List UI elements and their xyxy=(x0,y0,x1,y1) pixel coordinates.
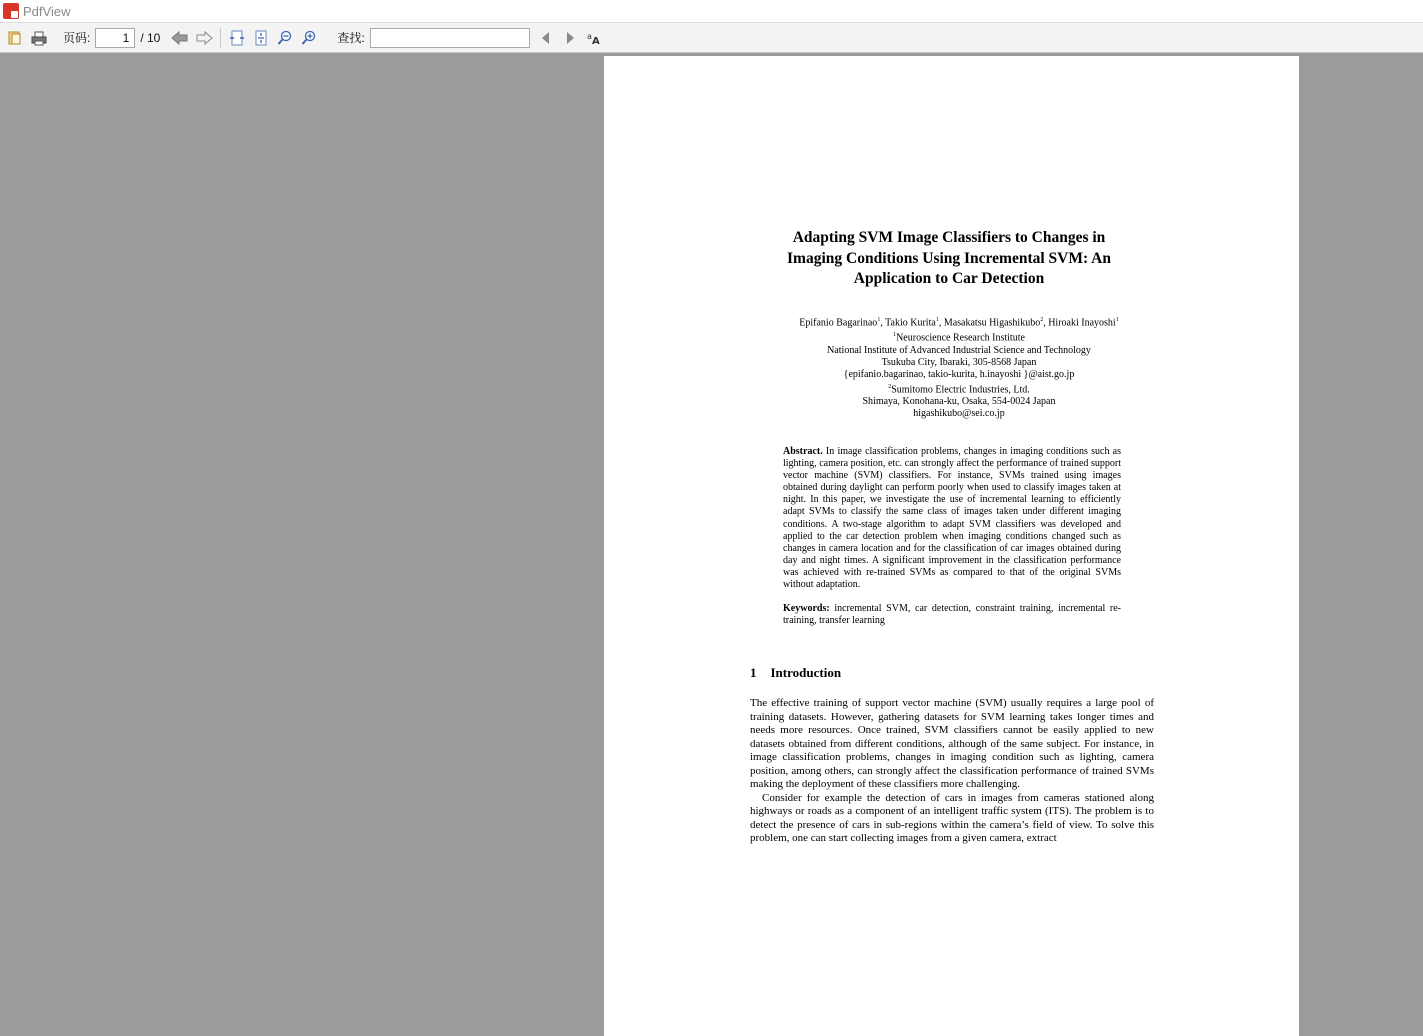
paragraph: Consider for example the detection of cars in images from cameras stationed along highways or roads as a component of an intelligent traffic system (ITS). The problem is to detect the presence of cars in sub-regions within the camera’s field of view. To solve this problem, one can start collecting images from a given camera, extract xyxy=(750,791,1154,844)
paragraph: The effective training of support vector machine (SVM) usually requires a large pool of training datasets. However, gathering datasets for SVM learning takes longer times and needs more resources. Once trained, SVM classifiers cannot be easily applied to new datasets obtained from different conditions, although of the same subject. For instance, in image classification problems, changes in imaging condition such as lighting, camera position, among others, can strongly affect the classification performance of trained SVMs making the deployment of these classifiers more challenging. xyxy=(750,697,1154,790)
window-title: PdfView xyxy=(23,3,71,19)
body-text xyxy=(750,697,1154,846)
pdf-app-icon xyxy=(3,3,19,19)
affiliation: Tsukuba City, Ibaraki, 305-8568 Japan xyxy=(881,356,1037,368)
affiliation: $^2$Sumitomo Electric Industries, Ltd. xyxy=(888,383,1030,395)
paper-title xyxy=(774,228,1124,290)
page-number-input[interactable] xyxy=(95,28,135,48)
abstract-text: In image classification problems, changes in imaging conditions such as lighting, camera position, etc. can strongly affect the performance of trained support vector machine (SVM) classifiers. For instance, SVMs trained using images obtained during daylight can perform poorly when used to classify images taken at night. In this paper, we investigate the use of incremental learning to efficiently adapt SVMs to classify the same class of images taken under different imaging conditions. A two-stage algorithm to adapt SVM classifiers was developed and applied to the car detection problem when imaging conditions changed such as changes in camera location and for the classification of car images obtained during day and night times. A significant improvement in the classification performance was achieved with re-trained SVMs as compared to that of the original SVMs without adaptation. xyxy=(783,446,1121,591)
email: {epifanio.bagarinao, takio-kurita, h.inayoshi }@aist.go.jp xyxy=(843,368,1075,380)
toolbar xyxy=(0,23,1423,53)
arrow-right-icon[interactable] xyxy=(194,28,214,48)
match-case-icon[interactable] xyxy=(584,28,604,48)
title-bar xyxy=(0,0,1423,23)
zoom-in-icon[interactable] xyxy=(299,28,319,48)
pdf-page xyxy=(604,56,1299,1036)
triangle-right-icon[interactable] xyxy=(560,28,580,48)
keywords xyxy=(783,603,1121,627)
affiliation: $^1$Neuroscience Research Institute xyxy=(893,332,1025,344)
title-line: Application to Car Detection xyxy=(853,270,1045,287)
keywords-label: Keywords: xyxy=(783,603,830,614)
section-heading: 1 Introduction xyxy=(750,665,842,680)
triangle-left-icon[interactable] xyxy=(536,28,556,48)
author-line: Epifanio Bagarinao$^1$, Takio Kurita$^1$, Masakatsu Higashikubo$^2$, Hiroaki Inayoshi$^1$ xyxy=(799,317,1119,329)
zoom-out-icon[interactable] xyxy=(275,28,295,48)
find-label: 查找: xyxy=(337,31,365,45)
svg-text:A: A xyxy=(591,35,600,46)
abstract xyxy=(783,446,1121,591)
arrow-left-icon[interactable] xyxy=(170,28,190,48)
fit-page-icon[interactable] xyxy=(251,28,271,48)
page-total: / 10 xyxy=(140,30,161,45)
print-icon[interactable] xyxy=(29,28,49,48)
keywords-text: incremental SVM, car detection, constraint training, incremental re-training, transfer learning xyxy=(783,603,1121,627)
author-block xyxy=(724,314,1194,420)
svg-text:a: a xyxy=(586,31,592,41)
title-line: Imaging Conditions Using Incremental SVM: An xyxy=(787,249,1111,267)
find-input[interactable] xyxy=(370,28,530,48)
title-line: Adapting SVM Image Classifiers to Changes in xyxy=(792,229,1106,246)
email: higashikubo@sei.co.jp xyxy=(913,407,1005,419)
open-file-icon[interactable] xyxy=(5,28,25,48)
page-label: 页码: xyxy=(63,31,91,45)
affiliation: National Institute of Advanced Industrial Science and Technology xyxy=(827,344,1091,356)
abstract-label: Abstract. xyxy=(783,446,823,457)
toolbar-separator xyxy=(220,28,221,48)
fit-width-icon[interactable] xyxy=(227,28,247,48)
affiliation: Shimaya, Konohana-ku, Osaka, 554-0024 Japan xyxy=(862,395,1056,407)
